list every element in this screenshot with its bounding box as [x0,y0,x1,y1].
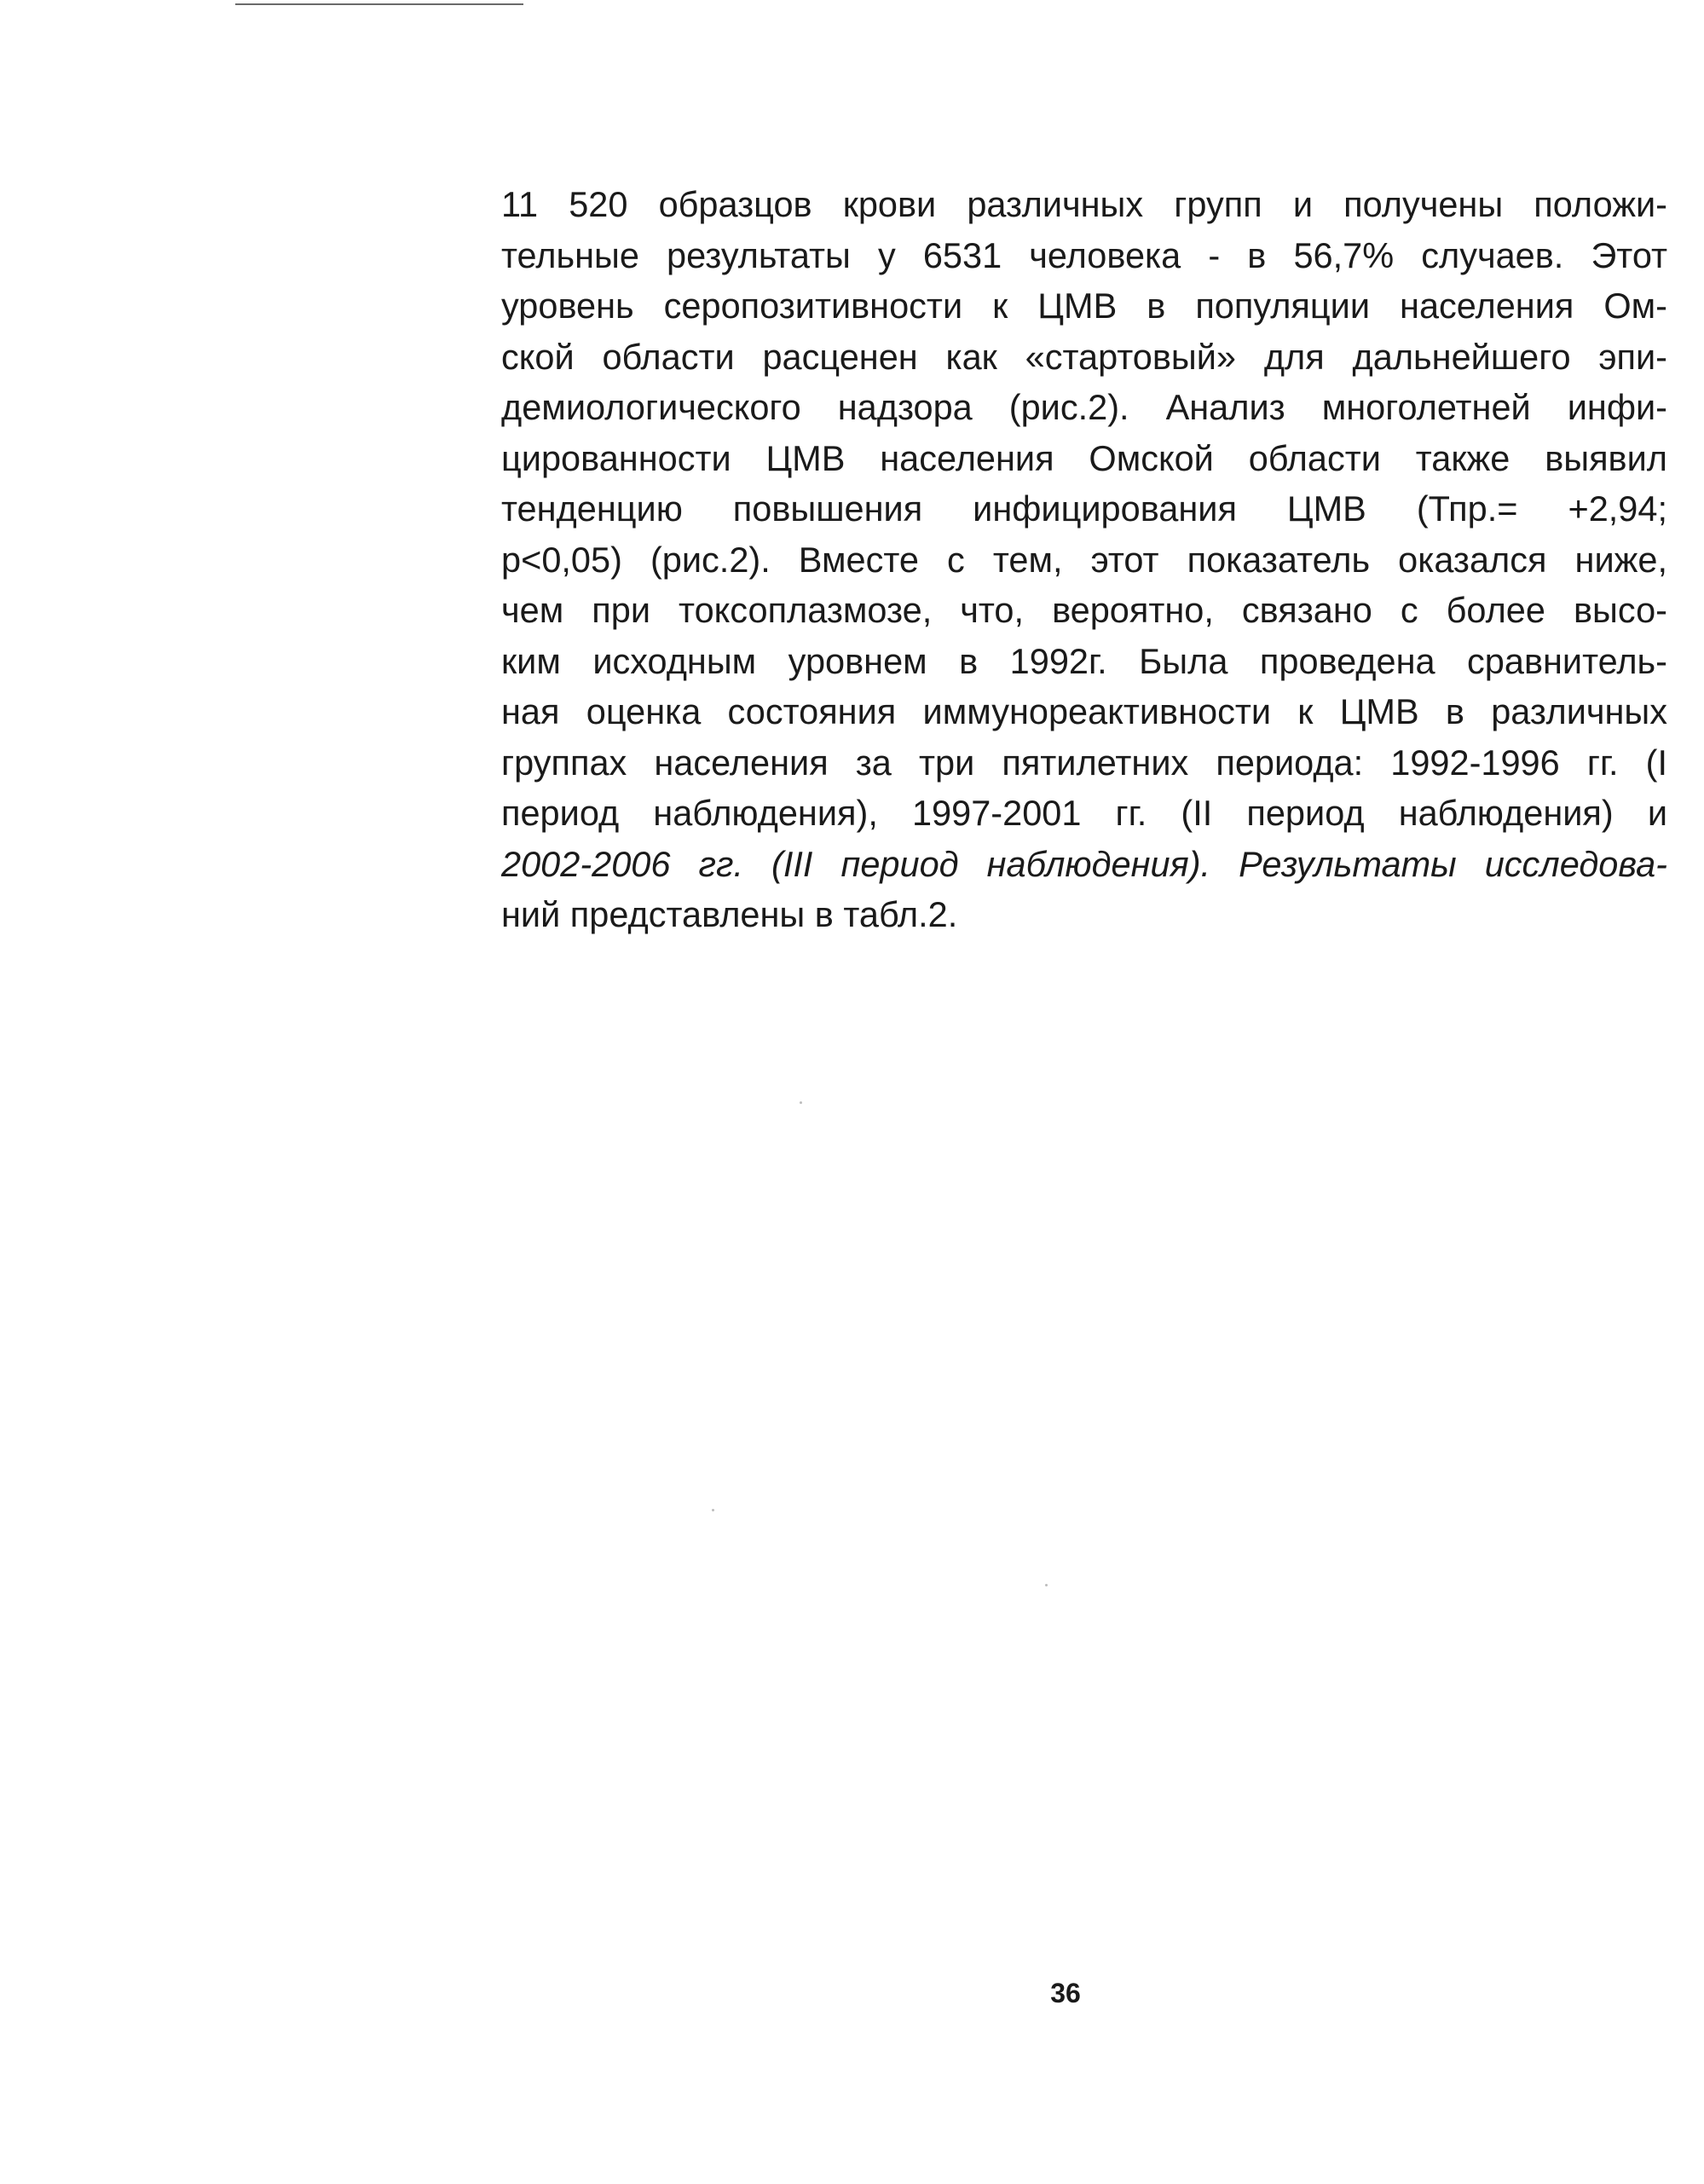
text-line: группах населения за три пятилетних периода: 1992-1996 гг. (I [501,742,1667,783]
page-number: 36 [1050,1978,1081,2008]
text-line: тенденцию повышения инфицирования ЦМВ (Тпр.= +2,94; [501,488,1667,529]
text-line: цированности ЦМВ населения Омской области также выявил [501,437,1667,478]
text-line: тельные результаты у 6531 человека - в 56,7% случаев. Этот [501,234,1667,275]
text-line: чем при токсоплазмозе, что, вероятно, связано с более высо- [501,590,1667,630]
text-line: период наблюдения), 1997-2001 гг. (II период наблюдения) и [501,793,1667,833]
text-line: р<0,05) (рис.2). Вместе с тем, этот показатель оказался ниже, [501,539,1667,580]
scan-speck [1045,1584,1048,1586]
scan-speck [712,1509,714,1511]
scan-speck [800,1101,802,1104]
body-paragraph [501,179,1667,940]
text-line: ким исходным уровнем в 1992г. Была проведена сравнитель- [501,640,1667,681]
text-line: ской области расценен как «стартовый» для дальнейшего эпи- [501,336,1667,377]
text-line-italic: 2002-2006 гг. (III период наблюдения). Результаты исследова- [501,843,1667,884]
text-line: демиологического надзора (рис.2). Анализ многолетней инфи- [501,387,1667,427]
text-line: 11 520 образцов крови различных групп и получены положи- [501,184,1667,224]
text-line: уровень серопозитивности к ЦМВ в популяции населения Ом- [501,286,1667,326]
text-line: ная оценка состояния иммунореактивности к ЦМВ в различных [501,691,1667,731]
text-line-last: ний представлены в табл.2. [501,894,958,934]
header-rule [235,3,523,5]
